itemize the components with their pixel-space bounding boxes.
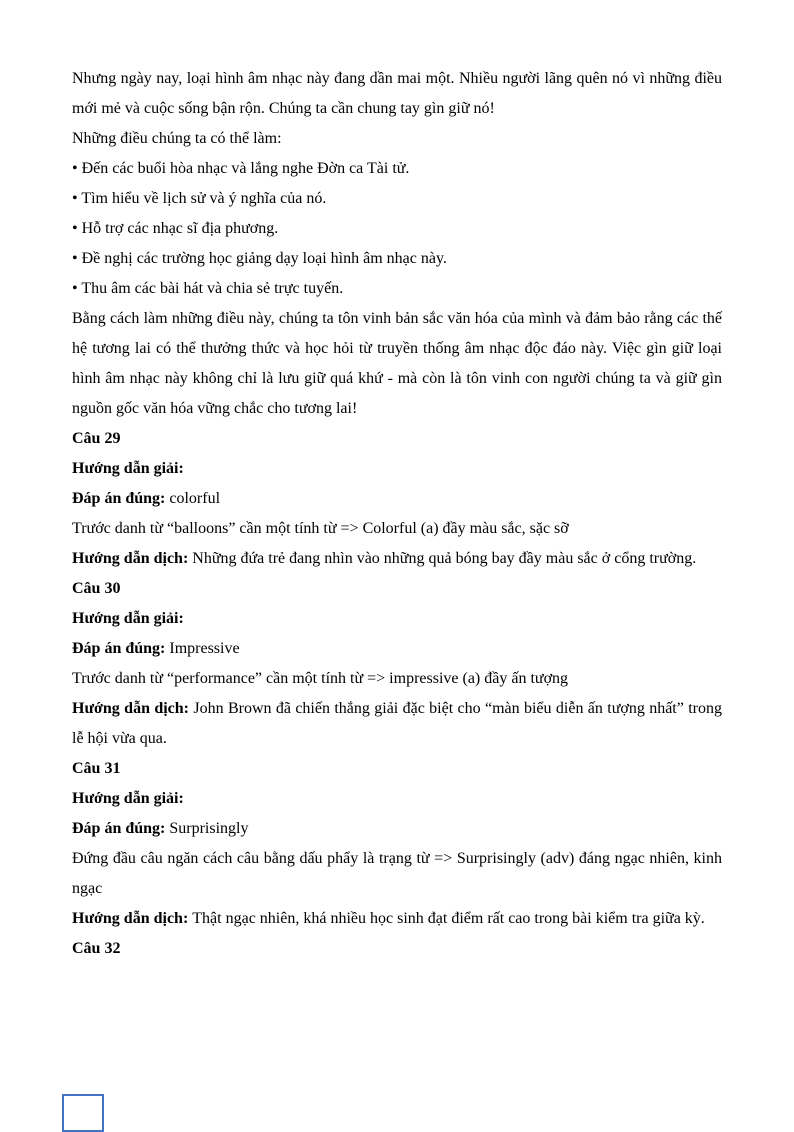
- text-run: Impressive: [169, 640, 240, 657]
- bullet-item: [72, 184, 722, 214]
- text-run: Trước danh từ “balloons” cần một tính từ => Colorful (a) đầy màu sắc, sặc sỡ: [72, 520, 569, 537]
- translation-line: [72, 694, 722, 754]
- text-run: Trước danh từ “performance” cần một tính từ => impressive (a) đầy ấn tượng: [72, 670, 569, 687]
- question-heading-cau-31: [72, 754, 722, 784]
- bold-label: Hướng dẫn giải:: [72, 460, 184, 477]
- text-run: Thật ngạc nhiên, khá nhiều học sinh đạt điểm rất cao trong bài kiểm tra giữa kỳ.: [192, 910, 705, 927]
- bold-label: Hướng dẫn giải:: [72, 610, 184, 627]
- clipped-image-border: [62, 1094, 104, 1132]
- list-intro: [72, 124, 722, 154]
- text-run: Surprisingly: [169, 820, 249, 837]
- text-run: • Đến các buổi hòa nhạc và lắng nghe Đờn ca Tài tử.: [72, 160, 410, 177]
- bold-label: Câu 30: [72, 580, 121, 597]
- translation-line: [72, 544, 722, 574]
- text-run: Những điều chúng ta có thể làm:: [72, 130, 282, 147]
- solution-heading: [72, 784, 722, 814]
- paragraph-conclusion: [72, 304, 722, 424]
- question-heading-cau-30: [72, 574, 722, 604]
- bold-label: Hướng dẫn giải:: [72, 790, 184, 807]
- explanation-line: [72, 514, 722, 544]
- text-run: John Brown đã chiến thắng giải đặc biệt cho “màn biểu diễn ấn tượng nhất” trong lễ hội vừa qua.: [72, 700, 722, 747]
- translation-line: [72, 904, 722, 934]
- bold-label: Hướng dẫn dịch:: [72, 550, 193, 567]
- bold-label: Câu 32: [72, 940, 121, 957]
- text-run: Những đứa trẻ đang nhìn vào những quả bóng bay đầy màu sắc ở cổng trường.: [192, 550, 697, 567]
- question-heading-cau-32: [72, 934, 722, 964]
- bold-label: Hướng dẫn dịch:: [72, 700, 194, 717]
- text-run: colorful: [169, 490, 221, 507]
- text-run: Nhưng ngày nay, loại hình âm nhạc này đang dần mai một. Nhiều người lãng quên nó vì những điều mới mẻ và cuộc sống bận rộn. Chúng ta cần chung tay gìn giữ nó!: [72, 70, 722, 117]
- explanation-line: [72, 664, 722, 694]
- answer-line: [72, 814, 722, 844]
- bullet-item: [72, 274, 722, 304]
- explanation-line: [72, 844, 722, 904]
- bold-label: Câu 29: [72, 430, 121, 447]
- answer-line: [72, 634, 722, 664]
- bullet-item: [72, 244, 722, 274]
- question-heading-cau-29: [72, 424, 722, 454]
- bold-label: Đáp án đúng:: [72, 490, 170, 507]
- solution-heading: [72, 454, 722, 484]
- bullet-item: [72, 154, 722, 184]
- document-body: [72, 64, 722, 964]
- text-run: • Tìm hiểu về lịch sử và ý nghĩa của nó.: [72, 190, 327, 207]
- bold-label: Hướng dẫn dịch:: [72, 910, 193, 927]
- bold-label: Câu 31: [72, 760, 121, 777]
- bold-label: Đáp án đúng:: [72, 820, 170, 837]
- text-run: Bằng cách làm những điều này, chúng ta tôn vinh bản sắc văn hóa của mình và đảm bảo rằng các thế hệ tương lai có thể thưởng thức và học hỏi từ truyền thống âm nhạc độc đáo này. Việc gìn giữ loại hình âm nhạc này không chỉ là lưu giữ quá khứ - mà còn là tôn vinh con người chúng ta và giữ gìn nguồn gốc văn hóa vững chắc cho tương lai!: [72, 310, 722, 417]
- answer-line: [72, 484, 722, 514]
- text-run: • Hỗ trợ các nhạc sĩ địa phương.: [72, 220, 279, 237]
- solution-heading: [72, 604, 722, 634]
- text-run: • Đề nghị các trường học giảng dạy loại hình âm nhạc này.: [72, 250, 447, 267]
- bullet-item: [72, 214, 722, 244]
- text-run: Đứng đầu câu ngăn cách câu bằng dấu phẩy là trạng từ => Surprisingly (adv) đáng ngạc nhiên, kinh ngạc: [72, 850, 722, 897]
- paragraph-intro: [72, 64, 722, 124]
- text-run: • Thu âm các bài hát và chia sẻ trực tuyến.: [72, 280, 344, 297]
- bold-label: Đáp án đúng:: [72, 640, 170, 657]
